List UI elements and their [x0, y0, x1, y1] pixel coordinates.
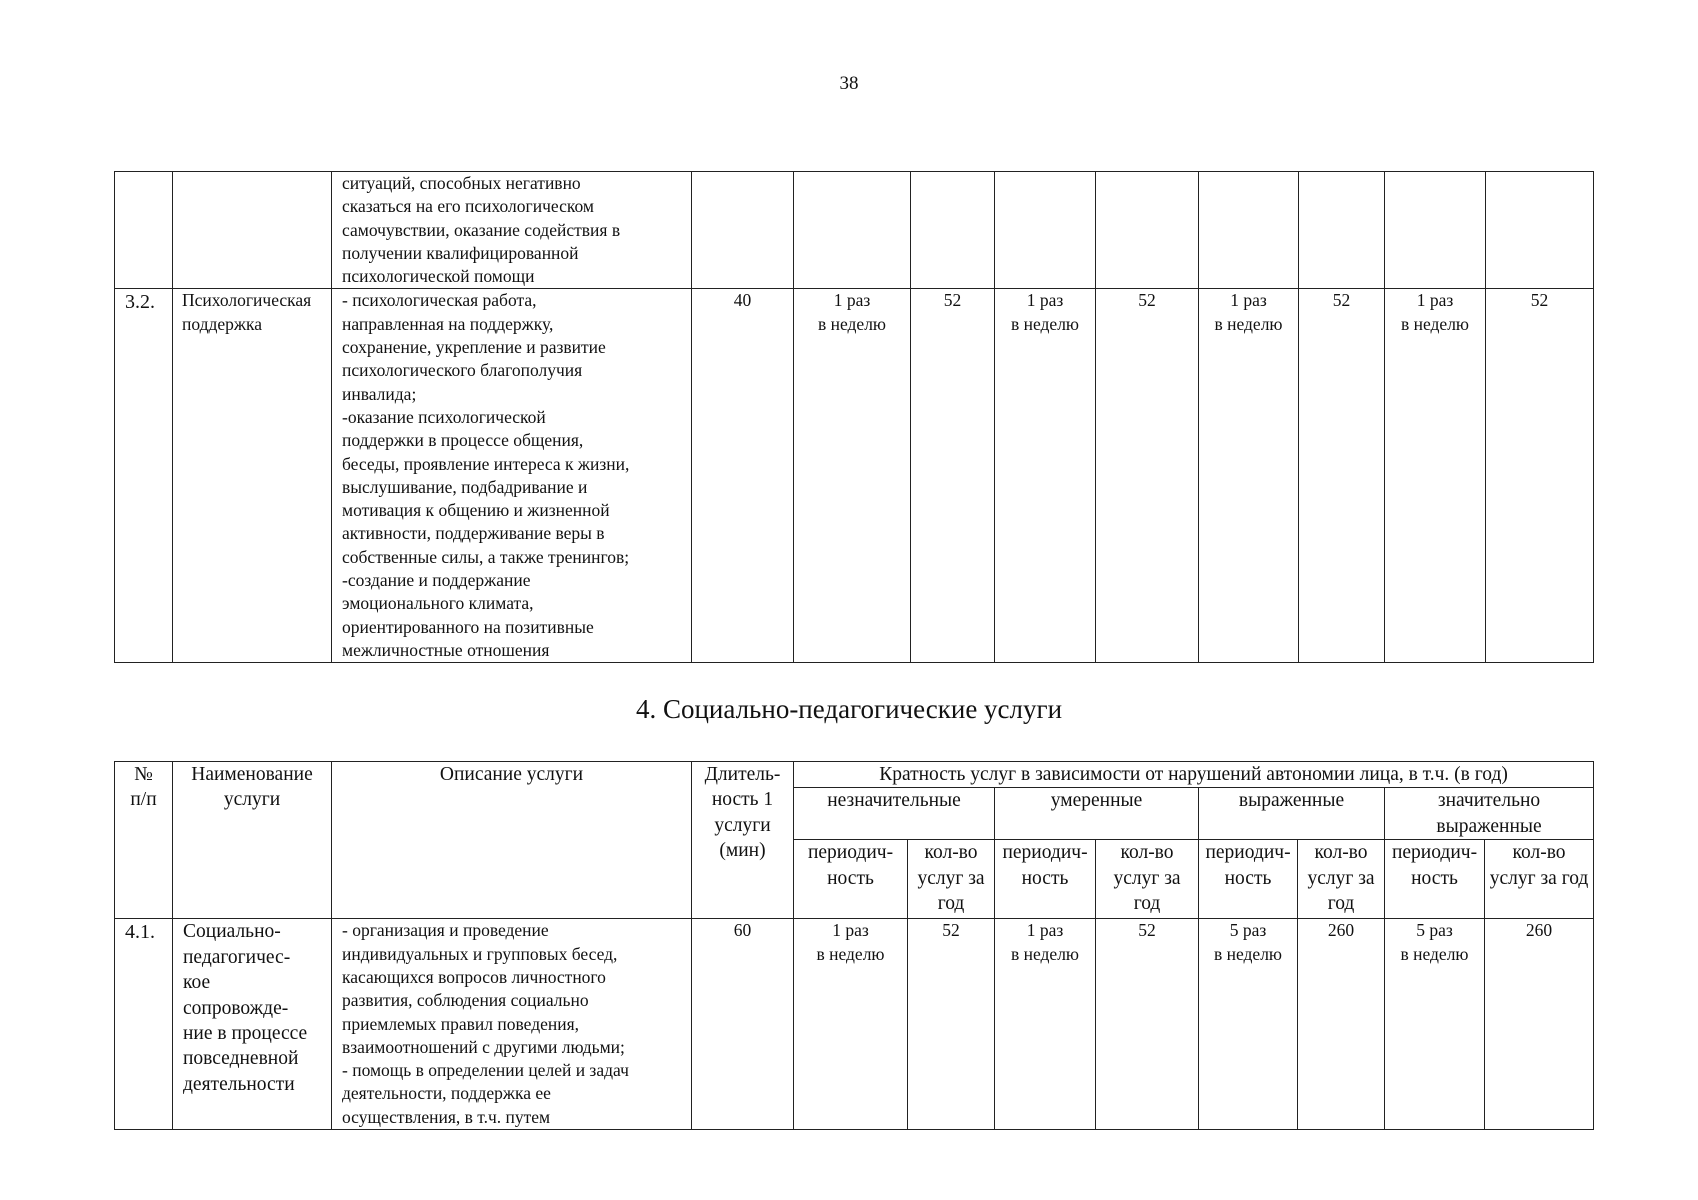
service-description: - организация и проведение индивидуальных и групповых бесед, касающихся вопросов личностного развития, соблюдения социально приемлемых правил поведения, взаимоотношений с другими людьми; - помощь в определении целей и задач деятельности, поддержка ее осуществления, в т.ч. путем: [332, 919, 692, 1130]
cell-empty: [995, 172, 1096, 289]
cell-empty: [1299, 172, 1385, 289]
header-periodicity: периодич- ность: [995, 840, 1096, 919]
periodicity-pronounced: 1 раз в неделю: [1199, 289, 1299, 663]
cell-empty: [692, 172, 794, 289]
cell-empty: [1096, 172, 1199, 289]
count-minor: 52: [908, 919, 995, 1130]
header-periodicity: периодич- ность: [1199, 840, 1298, 919]
header-count: кол-во услуг за год: [1096, 840, 1199, 919]
cell-empty: [1385, 172, 1486, 289]
header-frequency: Кратность услуг в зависимости от нарушений автономии лица, в т.ч. (в год): [794, 762, 1594, 788]
table-row: [115, 289, 1594, 663]
header-count: кол-во услуг за год: [1298, 840, 1385, 919]
header-duration: Длитель- ность 1 услуги (мин): [692, 762, 794, 919]
table-row: [115, 919, 1594, 1130]
cell-empty: [911, 172, 995, 289]
count-pronounced: 260: [1298, 919, 1385, 1130]
periodicity-moderate: 1 раз в неделю: [995, 919, 1096, 1130]
header-group-pronounced: выраженные: [1199, 788, 1385, 840]
section-title: 4. Социально-педагогические услуги: [635, 694, 1063, 724]
header-count: кол-во услуг за год: [1485, 840, 1594, 919]
periodicity-significant: 5 раз в неделю: [1385, 919, 1485, 1130]
header-group-minor: незначительные: [794, 788, 995, 840]
service-description-continuation: ситуаций, способных негативно сказаться на его психологическом самочувствии, оказание содействия в получении квалифицированной психологической помощи: [332, 172, 692, 289]
table-row-continuation: [115, 172, 1594, 289]
header-number: № п/п: [115, 762, 173, 919]
service-name: Психологическая поддержка: [173, 289, 332, 663]
header-group-significant: значительно выраженные: [1385, 788, 1594, 840]
services-table-pedagogical: [114, 761, 1594, 1130]
service-number: 3.2.: [115, 289, 173, 663]
header-periodicity: периодич- ность: [1385, 840, 1485, 919]
count-minor: 52: [911, 289, 995, 663]
periodicity-minor: 1 раз в неделю: [794, 289, 911, 663]
count-moderate: 52: [1096, 289, 1199, 663]
service-name: Социально- педагогичес- кое сопровожде- ние в процессе повседневной деятельности: [173, 919, 332, 1130]
periodicity-significant: 1 раз в неделю: [1385, 289, 1486, 663]
cell-empty: [173, 172, 332, 289]
header-row: [115, 762, 1594, 788]
cell-empty: [794, 172, 911, 289]
count-significant: 260: [1485, 919, 1594, 1130]
page-number: 38: [839, 73, 859, 94]
service-description: - психологическая работа, направленная на поддержку, сохранение, укрепление и развитие психологического благополучия инвалида; -оказание психологической поддержки в процессе общения, беседы, проявление интереса к жизни, выслушивание, подбадривание и мотивация к общению и жизненной активности, поддерживание веры в собственные силы, а также тренингов; -создание и поддержание эмоционального климата, ориентированного на позитивные межличностные отношения: [332, 289, 692, 663]
periodicity-moderate: 1 раз в неделю: [995, 289, 1096, 663]
count-moderate: 52: [1096, 919, 1199, 1130]
header-service-name: Наименование услуги: [173, 762, 332, 919]
service-duration: 60: [692, 919, 794, 1130]
service-number: 4.1.: [115, 919, 173, 1130]
count-significant: 52: [1486, 289, 1594, 663]
cell-empty: [1199, 172, 1299, 289]
count-pronounced: 52: [1299, 289, 1385, 663]
services-table-psychological: [114, 171, 1594, 663]
header-count: кол-во услуг за год: [908, 840, 995, 919]
header-group-moderate: умеренные: [995, 788, 1199, 840]
service-duration: 40: [692, 289, 794, 663]
cell-empty: [1486, 172, 1594, 289]
cell-empty: [115, 172, 173, 289]
header-description: Описание услуги: [332, 762, 692, 919]
periodicity-pronounced: 5 раз в неделю: [1199, 919, 1298, 1130]
header-periodicity: периодич- ность: [794, 840, 908, 919]
periodicity-minor: 1 раз в неделю: [794, 919, 908, 1130]
